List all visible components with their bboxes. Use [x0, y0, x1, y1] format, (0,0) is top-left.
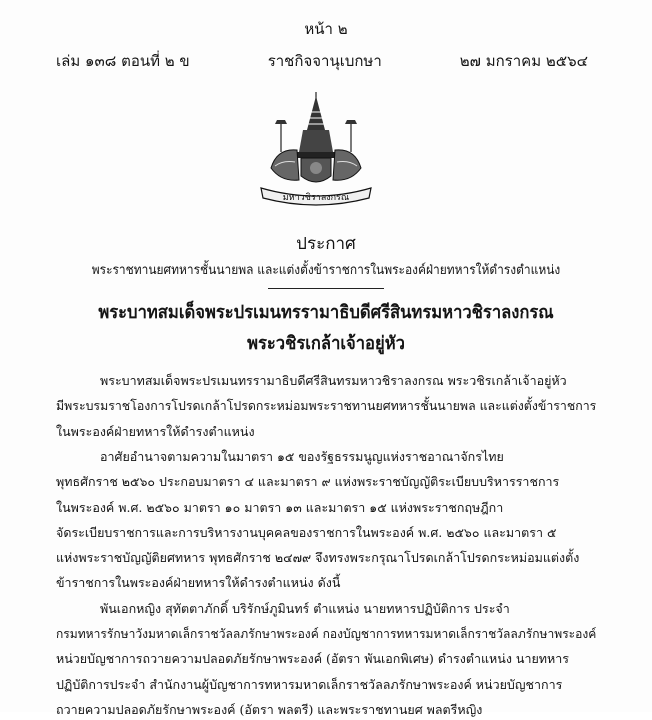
- body-line: ในพระองค์ พ.ศ. ๒๕๖๐ มาตรา ๑๐ มาตรา ๑๓ และมาตรา ๑๕ แห่งพระราชกฤษฎีกา: [56, 499, 504, 515]
- body-line: แห่งพระราชบัญญัติยศทหาร พุทธศักราช ๒๔๗๙ จึงทรงพระกรุณาโปรดเกล้าโปรดกระหม่อมแต่งตั้ง: [56, 550, 580, 566]
- announcement-subtitle: พระราชทานยศทหารชั้นนายพล และแต่งตั้งข้าราชการในพระองค์ฝ่ายทหารให้ดำรงตำแหน่ง: [91, 263, 561, 278]
- emblem-banner-text: มหาวชิราลงกรณ: [282, 193, 350, 203]
- royal-emblem-icon: [241, 90, 391, 210]
- publish-date: ๒๗ มกราคม ๒๕๖๔: [459, 52, 588, 70]
- king-name: [0, 297, 652, 359]
- body-line: พุทธศักราช ๒๕๖๐ ประกอบมาตรา ๔ และมาตรา ๙ แห่งพระราชบัญญัติระเบียบบริหารราชการ: [56, 474, 560, 490]
- title-divider: [268, 288, 384, 289]
- body-line: จัดระเบียบราชการและการบริหารงานบุคคลของราชการในพระองค์ พ.ศ. ๒๕๖๐ และมาตรา ๕: [56, 524, 557, 540]
- announcement-title: ประกาศ: [296, 234, 356, 254]
- gazette-name: ราชกิจจานุเบกษา: [267, 52, 382, 70]
- body-line: ถวายความปลอดภัยรักษาพระองค์ (อัตรา พลตรี) และพระราชทานยศ พลตรีหญิง: [56, 702, 483, 717]
- body-line: กรมทหารรักษาวังมหาดเล็กราชวัลลภรักษาพระองค์ กองบัญชาการทหารมหาดเล็กราชวัลลภรักษาพระองค์: [56, 626, 597, 642]
- gazette-header: [56, 49, 588, 73]
- body-line: ในพระองค์ฝ่ายทหารให้ดำรงตำแหน่ง: [56, 423, 255, 439]
- king-name-line-2: พระวชิรเกล้าเจ้าอยู่หัว: [247, 333, 405, 354]
- body-line: หน่วยบัญชาการถวายความปลอดภัยรักษาพระองค์ (อัตรา พันเอกพิเศษ) ดำรงตำแหน่ง นายทหาร: [56, 651, 570, 667]
- body-line: พระบาทสมเด็จพระปรเมนทรรามาธิบดีศรีสินทรมหาวชิราลงกรณ พระวชิรเกล้าเจ้าอยู่หัว: [100, 373, 567, 388]
- volume-issue: เล่ม ๑๓๘ ตอนที่ ๒ ข: [56, 52, 190, 70]
- page-number: หน้า ๒: [304, 20, 348, 38]
- body-line: ข้าราชการในพระองค์ฝ่ายทหารให้ดำรงตำแหน่ง ดังนี้: [56, 575, 341, 591]
- king-name-line-1: พระบาทสมเด็จพระปรเมนทรรามาธิบดีศรีสินทรมหาวชิราลงกรณ: [98, 302, 554, 323]
- body-line: อาศัยอำนาจตามความในมาตรา ๑๕ ของรัฐธรรมนูญแห่งราชอาณาจักรไทย: [100, 448, 504, 464]
- body-line: มีพระบรมราชโองการโปรดเกล้าโปรดกระหม่อมพระราชทานยศทหารชั้นนายพล และแต่งตั้งข้าราชการ: [56, 398, 597, 414]
- body-line: พันเอกหญิง สุทัตตาภักดิ์ บริรักษ์ภูมินทร์ ตำแหน่ง นายทหารปฏิบัติการ ประจำ: [100, 600, 510, 616]
- body-line: ปฏิบัติการประจำ สำนักงานผู้บัญชาการทหารมหาดเล็กราชวัลลภรักษาพระองค์ หน่วยบัญชาการ: [56, 676, 563, 692]
